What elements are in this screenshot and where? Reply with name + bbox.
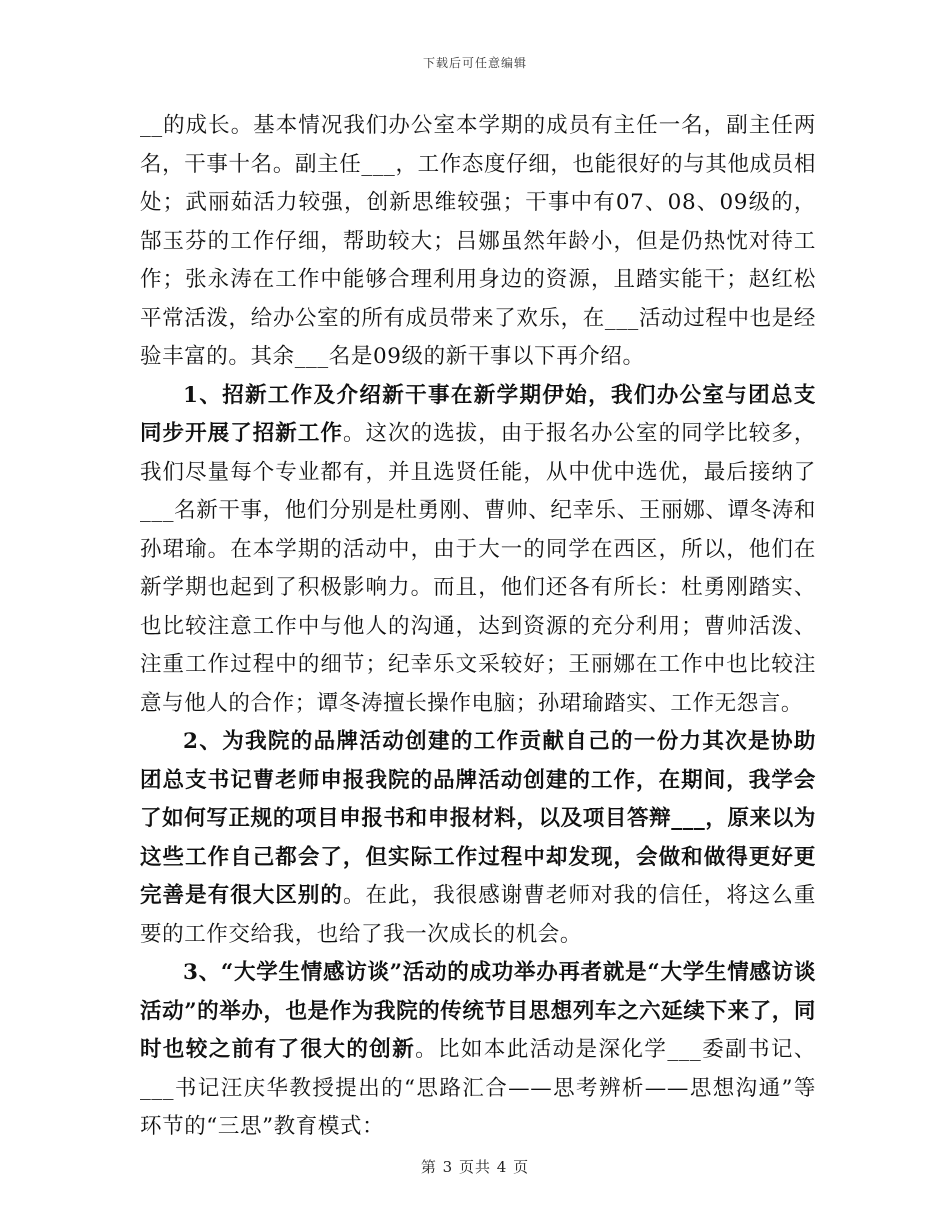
paragraph-recruitment-heading: 1、招新工作及介绍新干事在新学期伊始，我们办公室与团总支同步开展了招新工作: [140, 382, 816, 446]
paragraph-basic-situation: __的成长。基本情况我们办公室本学期的成员有主任一名，副主任两名，干事十名。副主任___，工作态度仔细，也能很好的与其他成员相处；武丽茹活力较强，创新思维较强；干事中有07、08、09级的，郜玉芬的工作仔细，帮助较大；吕娜虽然年龄小，但是仍热忱对待工作；张永涛在工作中能够合理利用身边的资源，且踏实能干；赵红松平常活泼，给办公室的所有成员带来了欢乐，在___活动过程中也是经验丰富的。其余___名是09级的新干事以下再介绍。: [140, 113, 816, 369]
document-body: [140, 107, 816, 1147]
paragraph-recruitment-body: 。这次的选拔，由于报名办公室的同学比较多，我们尽量每个专业都有，并且选贤任能，从中优中选优，最后接纳了___名新干事，他们分别是杜勇刚、曹帅、纪幸乐、王丽娜、谭冬涛和孙珺瑜。在本学期的活动中，由于大一的同学在西区，所以，他们在新学期也起到了积极影响力。而且，他们还各有所长：杜勇刚踏实、也比较注意工作中与他人的沟通，达到资源的充分利用；曹帅活泼、注重工作过程中的细节；纪幸乐文采较好；王丽娜在工作中也比较注意与他人的合作；谭冬涛擅长操作电脑；孙珺瑜踏实、工作无怨言。: [140, 421, 816, 716]
page-footer: 第 3 页共 4 页: [420, 1158, 530, 1176]
paragraph-brand-activity-body: 。在此，我很感谢曹老师对我的信任，将这么重要的工作交给我，也给了我一次成长的机会。: [140, 883, 816, 947]
paragraph-recruitment: [140, 377, 816, 724]
paragraph-interview-activity-body: 。比如本此活动是深化学___委副书记、___书记汪庆华教授提出的“思路汇合——思考辨析——思想沟通”等环节的“三思”教育模式：: [140, 1037, 816, 1139]
paragraph-interview-activity: [140, 954, 816, 1147]
paragraph-brand-activity: [140, 723, 816, 954]
page-header: 下载后可任意编辑: [422, 56, 527, 70]
paragraph-interview-activity-heading: 3、“大学生情感访谈”活动的成功举办再者就是“大学生情感访谈活动”的举办，也是作为我院的传统节目思想列车之六延续下来了，同时也较之前有了很大的创新: [140, 960, 816, 1062]
paragraph-brand-activity-heading: 2、为我院的品牌活动创建的工作贡献自己的一份力其次是协助团总支书记曹老师申报我院的品牌活动创建的工作，在期间，我学会了如何写正规的项目申报书和申报材料，以及项目答辩___，原来以为这些工作自己都会了，但实际工作过程中却发现，会做和做得更好更完善是有很大区别的: [140, 729, 816, 908]
